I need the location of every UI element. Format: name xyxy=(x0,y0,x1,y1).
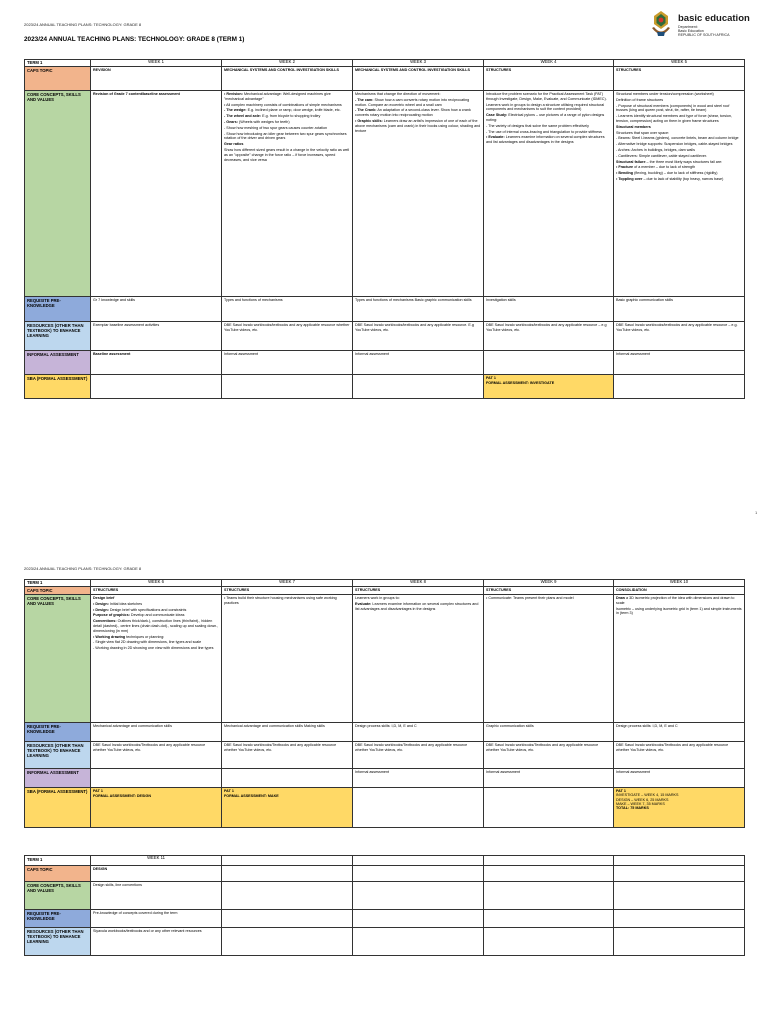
req-cell: Investigation skills xyxy=(484,297,614,322)
cell-paragraph: - Show how meshing of two spur gears causes counter-rotation xyxy=(224,125,328,130)
res-cell: DBE Sasol Inzalo workbooks/textbooks and any applicable resource. E.g YouTube videos, etc. xyxy=(353,322,484,351)
empty-cell xyxy=(614,866,745,882)
row-label-res: RESOURCES (OTHER THAN TEXTBOOK) TO ENHANCE LEARNING xyxy=(25,928,91,956)
cell-paragraph: Purpose of graphics: Develop and communicate ideas xyxy=(93,613,185,618)
caps-cell: DESIGN xyxy=(91,866,222,882)
empty-cell xyxy=(222,866,353,882)
cell-paragraph: Structures that span over space: xyxy=(616,130,670,135)
cell-paragraph: - Arches: Arches in buildings, bridges, dam walls xyxy=(616,147,695,152)
core-concepts-row xyxy=(25,595,745,723)
week-header: WEEK 6 xyxy=(91,580,222,587)
empty-cell xyxy=(353,910,484,928)
cell-paragraph: • Evaluate: Learners examine information on several complex structures and list advantages and disadvantages in the designs xyxy=(486,135,605,145)
core-cell-week2 xyxy=(222,91,353,297)
sba-cell-week6: PAT 1 FORMAL ASSESSMENT: DESIGN xyxy=(91,788,222,828)
cell-paragraph: • Design: Initial idea sketches xyxy=(93,601,143,606)
cell-paragraph: - Beams: Steel I-beams (girders), concrete lintels, beam and column bridge xyxy=(616,136,739,141)
empty-cell xyxy=(353,866,484,882)
cell-paragraph: • Bending (flexing, buckling) – due to lack of stiffness (rigidity) xyxy=(616,171,718,176)
week-header: WEEK 7 xyxy=(222,580,353,587)
core-cell-week11: Design skills, line conventions xyxy=(91,882,222,910)
term-label: TERM 1 xyxy=(25,60,91,67)
requisite-row xyxy=(25,723,745,742)
row-label-core: CORE CONCEPTS, SKILLS AND VALUES xyxy=(25,595,91,723)
cell-paragraph: Draw a 3D isometric projection of the idea with dimensions and drawn to scale xyxy=(616,596,735,605)
empty-cell xyxy=(353,882,484,910)
core-cell-week9: • Communicate: Teams present their plans and model xyxy=(484,595,614,723)
cell-paragraph: - Single view flat 2D drawing with dimensions, line types and scale xyxy=(93,640,202,645)
core-cell-week5 xyxy=(614,91,745,297)
week-header: WEEK 4 xyxy=(484,60,614,67)
page-number: 1 xyxy=(755,510,758,515)
core-concepts-row xyxy=(25,91,745,297)
page-title: 2023/24 ANNUAL TEACHING PLANS: TECHNOLOGY: GRADE 8 (TERM 1) xyxy=(24,36,245,43)
coat-of-arms-icon xyxy=(648,10,674,40)
row-label-caps: CAPS TOPIC xyxy=(25,587,91,595)
cell-paragraph: - The cam: Show how a cam converts rotary motion into reciprocating motion. Compare an eccentric wheel and a snail cam xyxy=(355,97,470,107)
core-cell-week3 xyxy=(353,91,484,297)
sba-row xyxy=(25,788,745,828)
cell-paragraph: Structural failure – the three most likely ways structures fail are: xyxy=(616,159,723,164)
core-cell-week7: • Teams build their structure housing mechanisms using safe working practices xyxy=(222,595,353,723)
req-cell: Design process skills: I,D, M, E and C xyxy=(353,723,484,742)
row-label-res: RESOURCES (OTHER THAN TEXTBOOK) TO ENHANCE LEARNING xyxy=(25,322,91,351)
empty-cell xyxy=(614,910,745,928)
week-header: WEEK 3 xyxy=(353,60,484,67)
empty-cell xyxy=(614,856,745,866)
plan-table-weeks-1-5 xyxy=(24,59,745,399)
inf-cell: Informal assessment xyxy=(353,351,484,375)
cell-paragraph: Show how different sized gears result in a change in the velocity ratio as well as an "opposite" change in the force ratio – if force increases, speed decreases, and vice versa xyxy=(224,147,350,162)
cell-paragraph: • Graphic skills: Learners draw an artist's impression of one of each of the above mechanisms (cam and crank) in their books using colour, shading and texture xyxy=(355,118,481,133)
row-label-sba: SBA (FORMAL ASSESSMENT) xyxy=(25,375,91,399)
caps-cell: STRUCTURES xyxy=(353,587,484,595)
row-label-req: REQUISITE PRE-KNOWLEDGE xyxy=(25,297,91,322)
res-cell: DBE Sasol Inzalo workbooks/Textbooks and any applicable resource whether YouTube videos, etc. xyxy=(484,742,614,769)
cell-paragraph: - Gears: (Wheels with wedges for teeth) xyxy=(224,119,290,124)
caps-cell: STRUCTURES xyxy=(484,587,614,595)
caps-cell: STRUCTURES xyxy=(484,67,614,91)
sba-cell-week4: PAT 1 FORMAL ASSESSMENT: INVESTIGATE xyxy=(484,375,614,399)
inf-cell xyxy=(91,769,222,788)
sba-cell xyxy=(484,788,614,828)
cell-paragraph: • Toppling over – due to lack of stability (top heavy, narrow base) xyxy=(616,176,724,181)
sba-cell xyxy=(353,788,484,828)
empty-cell xyxy=(484,928,614,956)
row-label-req: REQUISITE PRE-KNOWLEDGE xyxy=(25,723,91,742)
cell-paragraph: - Cantilevers: Simple cantilever, cable stayed cantilever. xyxy=(616,153,707,158)
inf-cell: Baseline assessment xyxy=(91,351,222,375)
week-header: WEEK 11 xyxy=(91,856,222,866)
cell-paragraph: Design brief xyxy=(93,596,115,600)
week-header: WEEK 1 xyxy=(91,60,222,67)
resources-row xyxy=(25,322,745,351)
inf-cell xyxy=(484,351,614,375)
row-label-caps: CAPS TOPIC xyxy=(25,866,91,882)
inf-cell: Informal assessment xyxy=(353,769,484,788)
week-header: WEEK 9 xyxy=(484,580,614,587)
sba-cell xyxy=(222,375,353,399)
requisite-row xyxy=(25,297,745,322)
sba-cell xyxy=(353,375,484,399)
cell-paragraph: • Design: Design brief with specifications and constraints xyxy=(93,607,187,612)
cell-paragraph: - The variety of designs that solve the same problem effectively xyxy=(486,123,589,128)
core-cell-week1: Revision of Grade 7 content/baseline assessment xyxy=(91,91,222,297)
cell-paragraph: - The Crank: An adaptation of a second-class lever. Show how a crank converts rotary motion into reciprocating motion xyxy=(355,108,471,118)
cell-paragraph: Learners work in groups to: xyxy=(355,596,400,600)
core-cell-week8 xyxy=(353,595,484,723)
req-cell: Design process skills: I,D, M, E and C xyxy=(614,723,745,742)
week-header: WEEK 8 xyxy=(353,580,484,587)
cell-paragraph: Learners work in groups to design a structure utilising required structural components and mechanisms to suit the context provided) xyxy=(486,102,605,112)
core-cell-week6 xyxy=(91,595,222,723)
cell-paragraph: - The wheel and axle: E.g. from bicycle to shopping trolley xyxy=(224,114,321,119)
row-label-caps: CAPS TOPIC xyxy=(25,67,91,91)
row-label-res: RESOURCES (OTHER THAN TEXTBOOK) TO ENHANCE LEARNING xyxy=(25,742,91,769)
sba-cell xyxy=(614,375,745,399)
row-label-inf: INFORMAL ASSESSMENT xyxy=(25,351,91,375)
caps-cell: REVISION xyxy=(91,67,222,91)
empty-cell xyxy=(484,882,614,910)
cell-paragraph: Structural members xyxy=(616,124,651,129)
caps-cell: STRUCTURES xyxy=(614,67,745,91)
empty-cell xyxy=(353,856,484,866)
res-cell: Siyavula workbooks/textbooks and or any other relevant resources xyxy=(91,928,222,956)
res-cell: DBE Sasol Inzalo workbooks/Textbooks and any applicable resource whether YouTube videos, etc. xyxy=(614,742,745,769)
cell-paragraph: Mechanisms that change the direction of movement: xyxy=(355,92,441,96)
week-header: WEEK 5 xyxy=(614,60,745,67)
cell-paragraph: • Fracture of a member – due to lack of strength xyxy=(616,165,696,170)
core-concepts-row xyxy=(25,882,745,910)
res-cell: DBE Sasol Inzalo workbooks/Textbooks and any applicable resource whether YouTube videos, etc. xyxy=(353,742,484,769)
row-label-core: CORE CONCEPTS, SKILLS AND VALUES xyxy=(25,91,91,297)
cell-paragraph: • Working drawing techniques or planning: xyxy=(93,634,165,639)
req-cell: Gr 7 knowledge and skills xyxy=(91,297,222,322)
res-cell: Exemplar baseline assessment activities xyxy=(91,322,222,351)
empty-cell xyxy=(222,856,353,866)
row-label-inf: INFORMAL ASSESSMENT xyxy=(25,769,91,788)
row-label-sba: SBA (FORMAL ASSESSMENT) xyxy=(25,788,91,828)
cell-paragraph: Conventions: Outlines thick/dark.), construction lines (thin/faint)., hidden detail (dashed)., centre lines (chain dash-dot)., scaling up and scaling down., dimensioning (in mm) xyxy=(93,619,219,633)
logo-name: basic education xyxy=(678,13,750,24)
core-cell-week4 xyxy=(484,91,614,297)
inf-cell: Informal assessment xyxy=(222,351,353,375)
week-header: WEEK 10 xyxy=(614,580,745,587)
sba-row xyxy=(25,375,745,399)
cell-paragraph: Definition of frame structures xyxy=(616,97,664,102)
row-label-req: REQUISITE PRE-KNOWLEDGE xyxy=(25,910,91,928)
res-cell: DBE Sasol Inzalo workbooks/textbooks and any applicable resource – e.g YouTube videos, etc. xyxy=(484,322,614,351)
sba-cell xyxy=(91,375,222,399)
term-label: TERM 1 xyxy=(25,580,91,587)
sba-cell-week7: PAT 1 FORMAL ASSESSMENT: MAKE xyxy=(222,788,353,828)
caps-cell: MECHANICAL SYSTEMS AND CONTROL INVESTIGATION SKILLS xyxy=(222,67,353,91)
cell-paragraph: • Revision: Mechanical advantage: Well-designed machines give "mechanical advantage" xyxy=(224,92,331,101)
cell-paragraph: - The wedge: E.g. inclined plane or ramp, door wedge, knife blade, etc. xyxy=(224,108,341,113)
core-cell-week10 xyxy=(614,595,745,723)
caps-cell: STRUCTURES xyxy=(91,587,222,595)
row-label-core: CORE CONCEPTS, SKILLS AND VALUES xyxy=(25,882,91,910)
cell-paragraph: Case Study: Electrical pylons – use pictures of a range of pylon designs noting: xyxy=(486,113,605,122)
resources-row xyxy=(25,928,745,956)
cell-paragraph: Isometric – using underlying isometric grid in (term 1) and simple instruments in (term 3) xyxy=(616,606,742,616)
caps-topic-row xyxy=(25,866,745,882)
empty-cell xyxy=(222,882,353,910)
informal-row xyxy=(25,351,745,375)
req-cell: Graphic communication skills xyxy=(484,723,614,742)
req-cell: Types and functions of mechanisms Basic graphic communication skills xyxy=(353,297,484,322)
empty-cell xyxy=(614,882,745,910)
cell-paragraph: Structural members under tension/compression (worksheet) xyxy=(616,92,714,96)
resources-row xyxy=(25,742,745,769)
dbe-logo xyxy=(648,10,756,42)
empty-cell xyxy=(222,928,353,956)
req-cell: Mechanical advantage and communication skills xyxy=(91,723,222,742)
cell-paragraph: - Show how introducing an idler gear between two spur gears synchronises rotation of the driver and driven gears xyxy=(224,131,347,141)
informal-row xyxy=(25,769,745,788)
plan-table-weeks-6-10 xyxy=(24,579,745,828)
caps-cell: MECHANICAL SYSTEMS AND CONTROL INVESTIGATION SKILLS xyxy=(353,67,484,91)
week-header-row xyxy=(25,856,745,866)
week-header: WEEK 2 xyxy=(222,60,353,67)
inf-cell xyxy=(222,769,353,788)
caps-topic-row xyxy=(25,67,745,91)
cell-paragraph: - Alternative bridge supports: Suspension bridges, cable-stayed bridges xyxy=(616,142,733,147)
caps-cell: CONSOLIDATION xyxy=(614,587,745,595)
cell-paragraph: • All complex machinery consists of combinations of simple mechanisms xyxy=(224,102,342,107)
term-label: TERM 1 xyxy=(25,856,91,866)
week-header-row xyxy=(25,580,745,587)
plan-table-week-11 xyxy=(24,855,745,956)
logo-subtitle: Department: Basic Education REPUBLIC OF SOUTH AFRICA xyxy=(678,25,730,38)
inf-cell: Informal assessment xyxy=(614,769,745,788)
sba-cell-week10: PAT 1 INVESTIGATE – WEEK 4, 15 MARKS DESIGN – WEEK 6, 25 MARKS MAKE – WEEK 7, 35 MARKS TOTAL: 75 MARKS xyxy=(614,788,745,828)
empty-cell xyxy=(484,910,614,928)
res-cell: DBE Sasol Inzalo workbooks/textbooks and any applicable resource – e.g. YouTube videos, etc. xyxy=(614,322,745,351)
running-header: 2023/24 ANNUAL TEACHING PLANS: TECHNOLOGY: GRADE 8 xyxy=(24,22,142,27)
cell-paragraph: - The use of internal cross-bracing and triangulation to provide stiffness xyxy=(486,129,602,134)
cell-paragraph: - Purpose of structural members (components) in wood and steel roof trusses (king and queen post, strut, tie, rafter, tie beam) xyxy=(616,103,730,113)
caps-cell: STRUCTURES xyxy=(222,587,353,595)
res-cell: DBE Sasol Inzalo workbooks/Textbooks and any applicable resource whether YouTube videos, etc. xyxy=(91,742,222,769)
inf-cell: Informal assessment xyxy=(614,351,745,375)
req-cell: Basic graphic communication skills xyxy=(614,297,745,322)
cell-paragraph: Gear ratios xyxy=(224,142,244,147)
week-header-row xyxy=(25,60,745,67)
inf-cell: Informal assessment xyxy=(484,769,614,788)
res-cell: DBE Sasol Inzalo workbooks/Textbooks and any applicable resource whether YouTube videos, etc. xyxy=(222,742,353,769)
requisite-row xyxy=(25,910,745,928)
cell-paragraph: Evaluate: Learners examine information on several complex structures and list advantages and disadvantages in the designs xyxy=(355,601,479,611)
caps-topic-row xyxy=(25,587,745,595)
running-header: 2023/24 ANNUAL TEACHING PLANS: TECHNOLOGY: GRADE 8 xyxy=(24,566,142,571)
empty-cell xyxy=(222,910,353,928)
req-cell: Pre-knowledge of concepts covered during the term xyxy=(91,910,222,928)
cell-paragraph: Introduce the problem scenario for the Practical Assessment Task (PAT) through Investigate, Design, Make, Evaluate, and Communicate (IDMEC). xyxy=(486,92,607,101)
req-cell: Mechanical advantage and communication skills Making skills xyxy=(222,723,353,742)
req-cell: Types and functions of mechanisms xyxy=(222,297,353,322)
empty-cell xyxy=(484,856,614,866)
empty-cell xyxy=(353,928,484,956)
empty-cell xyxy=(614,928,745,956)
empty-cell xyxy=(484,866,614,882)
res-cell: DBE Sasol Inzalo workbooks/textbooks and any applicable resource whether YouTube videos, etc. xyxy=(222,322,353,351)
cell-paragraph: - Learners identify structural members and type of force (shear, torsion, tension, compression) acting on them in given frame structures xyxy=(616,114,733,123)
cell-paragraph: - Working drawing in 2D showing one view with dimensions and line types xyxy=(93,646,214,651)
